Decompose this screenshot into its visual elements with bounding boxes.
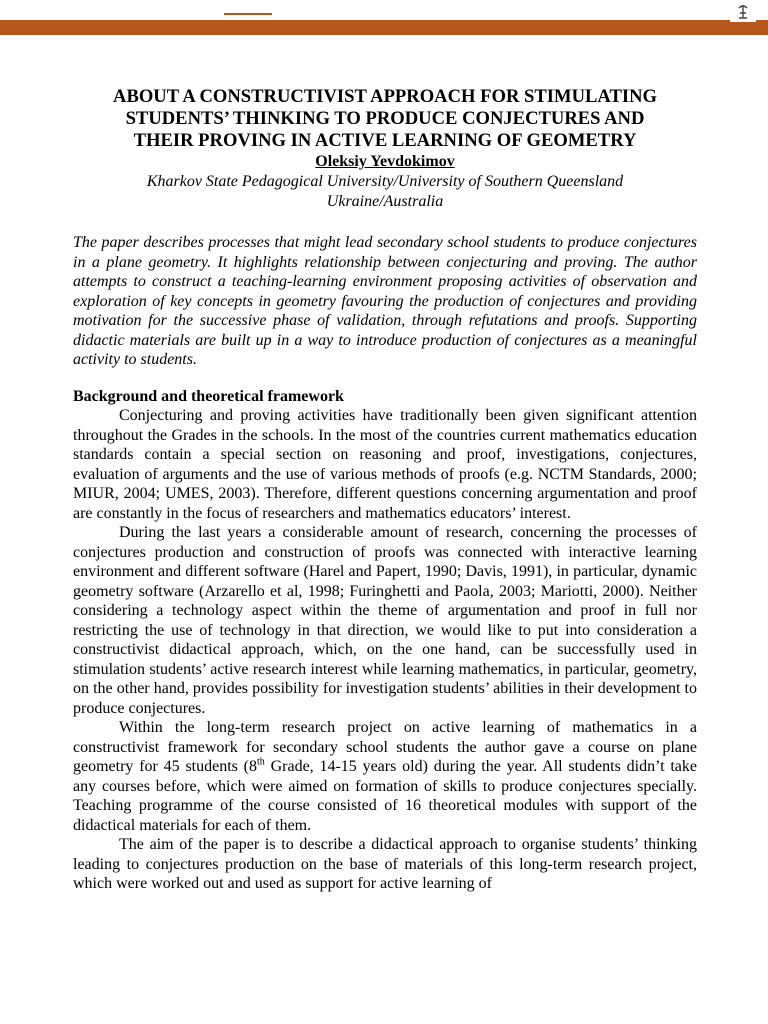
author-name: Oleksiy Yevdokimov [315, 153, 455, 170]
superscript-ordinal: th [257, 756, 265, 768]
body-paragraph: The aim of the paper is to describe a didactical approach to organise students’ thinking leading to conjectures production on the base of materials of this long-term research project, which were worked out and used as support for active learning of [73, 836, 697, 892]
printer-icon[interactable] [730, 2, 756, 28]
header-accent-bar [0, 20, 768, 34]
section-heading: Background and theoretical framework [73, 387, 344, 405]
affiliation-line: Kharkov State Pedagogical University/University of Southern Queensland [146, 173, 624, 190]
paragraph-text: Grade, 14-15 years old) during the year. All students didn’t take any courses before, which were aimed on formation of skills to produce conjectures specially. Teaching programme of the course consisted of 16 theoretical modules with support of the didactical materials for each of them. [73, 758, 697, 834]
body-paragraph: Conjecturing and proving activities have traditionally been given significant attention throughout the Grades in the schools. In the most of the countries current mathematics education standards contain a special section on reasoning and proof, investigations, conjectures, evaluation of arguments and the use of various methods of proofs (e.g. NCTM Standards, 2000; MIUR, 2004; UMES, 2003). Therefore, different questions concerning argumentation and proof are constantly in the focus of researchers and mathematics educators’ interest. [73, 407, 697, 522]
paragraph-text: Within the long-term research project on active learning of mathematics in a constructivist framework for secondary school students the author gave a course on plane geometry for 45 students (8 [73, 719, 697, 775]
header-rule [224, 13, 272, 15]
title-line: THEIR PROVING IN ACTIVE LEARNING OF GEOMETRY [133, 130, 637, 151]
affiliation [73, 172, 697, 212]
title-line: ABOUT A CONSTRUCTIVIST APPROACH FOR STIMULATING [113, 86, 657, 107]
title-line: STUDENTS’ THINKING TO PRODUCE CONJECTURES AND [125, 108, 645, 129]
abstract: The paper describes processes that might lead secondary school students to produce conjectures in a plane geometry. It highlights relationship between conjecturing and proving. The author attempts to construct a teaching-learning environment proposing activities of observation and exploration of key concepts in geometry favouring the production of conjectures and providing motivation for the successive phase of validation, through refutations and proofs. Supporting didactic materials are built up in a way to introduce production of conjectures as a meaningful activity to students. [73, 234, 697, 368]
paper-body [73, 86, 697, 894]
paper-title [73, 86, 697, 152]
body-paragraph [73, 718, 697, 835]
body-paragraph: During the last years a considerable amount of research, concerning the processes of conjectures production and construction of proofs was connected with interactive learning environment and different software (Harel and Papert, 1990; Davis, 1991), in particular, dynamic geometry software (Arzarello et al, 1998; Furinghetti and Paola, 2003; Mariotti, 2000). Neither considering a technology aspect within the theme of argumentation and proof in full nor restricting the use of technology in that direction, we would like to put into consideration a constructivist didactical approach, which, on the one hand, can be successfully used in stimulation students’ active research interest while learning mathematics, in particular, geometry, on the other hand, provides possibility for investigation students’ abilities in their development to produce conjectures. [73, 524, 697, 717]
affiliation-line: Ukraine/Australia [326, 193, 444, 210]
